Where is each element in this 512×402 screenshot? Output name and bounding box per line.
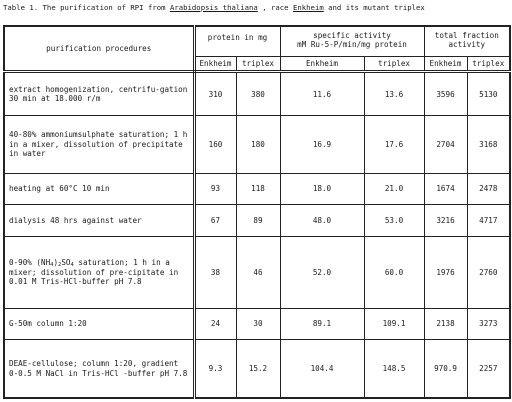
row-activity-triplex: 148.5 <box>364 340 424 398</box>
subheader-activity-enkheim: Enkheim <box>280 57 364 72</box>
row-activity-enkheim: 16.9 <box>280 116 364 173</box>
row-protein-enkheim: 38 <box>194 236 236 308</box>
row-protein-enkheim: 24 <box>194 308 236 340</box>
row-total-triplex: 3273 <box>467 308 510 340</box>
subheader-total-enkheim: Enkheim <box>424 57 467 72</box>
row-activity-triplex: 53.0 <box>364 205 424 237</box>
row-total-enkheim: 3596 <box>424 72 467 116</box>
table-row <box>4 308 510 340</box>
caption-species: Arabidopsis thaliana <box>169 3 258 12</box>
subheader-activity-triplex: triplex <box>364 57 424 72</box>
table-row <box>4 236 510 308</box>
row-protein-enkheim: 310 <box>194 72 236 116</box>
row-total-triplex: 4717 <box>467 205 510 237</box>
row-activity-triplex: 60.0 <box>364 236 424 308</box>
caption-suffix: and its mutant triplex <box>323 3 425 12</box>
row-activity-triplex: 109.1 <box>364 308 424 340</box>
table-row <box>4 116 510 173</box>
row-total-enkheim: 1976 <box>424 236 467 308</box>
caption-race: Enkheim <box>292 3 324 12</box>
row-procedure: G-50m column 1:20 <box>4 308 194 340</box>
row-activity-triplex: 17.6 <box>364 116 424 173</box>
row-protein-triplex: 380 <box>236 72 280 116</box>
row-activity-triplex: 21.0 <box>364 173 424 205</box>
table-caption <box>3 3 509 12</box>
table-row <box>4 340 510 398</box>
row-total-enkheim: 2704 <box>424 116 467 173</box>
caption-prefix: Table 1. The purification of RPI from <box>3 3 170 12</box>
row-procedure: 40-80% ammoniumsulphate saturation; 1 h in a mixer, dissolution of precipitate in water <box>4 116 194 173</box>
row-protein-triplex: 30 <box>236 308 280 340</box>
row-total-enkheim: 1674 <box>424 173 467 205</box>
row-protein-enkheim: 67 <box>194 205 236 237</box>
row-procedure: heating at 60°C 10 min <box>4 173 194 205</box>
row-activity-enkheim: 89.1 <box>280 308 364 340</box>
row-total-enkheim: 970.9 <box>424 340 467 398</box>
row-total-enkheim: 3216 <box>424 205 467 237</box>
header-row <box>4 26 510 57</box>
row-protein-enkheim: 9.3 <box>194 340 236 398</box>
row-procedure: extract homogenization, centrifu-gation 30 min at 18.000 r/m <box>4 72 194 116</box>
row-procedure: 0-90% $(NH_4)_2SO_4$ saturation; 1 h in a mixer; dissolution of pre-cipitate in 0.01 M Tris-HCl-buffer pH 7.8 <box>4 236 194 308</box>
purification-table <box>3 25 511 399</box>
row-total-triplex: 3168 <box>467 116 510 173</box>
row-activity-enkheim: 11.6 <box>280 72 364 116</box>
row-procedure: DEAE-cellulose; column 1:20, gradient 0-0.5 M NaCl in Tris-HCl -buffer pH 7.8 <box>4 340 194 398</box>
row-total-triplex: 2478 <box>467 173 510 205</box>
row-total-enkheim: 2138 <box>424 308 467 340</box>
row-activity-enkheim: 18.0 <box>280 173 364 205</box>
header-protein: protein in mg <box>194 26 280 57</box>
row-activity-triplex: 13.6 <box>364 72 424 116</box>
caption-middle: , race <box>257 3 293 12</box>
row-total-triplex: 2257 <box>467 340 510 398</box>
row-protein-triplex: 89 <box>236 205 280 237</box>
header-specific-activity: specific activity mM Ru-5-P/min/mg protein <box>280 26 424 57</box>
table-row <box>4 72 510 116</box>
table-row <box>4 205 510 237</box>
row-procedure: dialysis 48 hrs against water <box>4 205 194 237</box>
row-activity-enkheim: 104.4 <box>280 340 364 398</box>
row-total-triplex: 5130 <box>467 72 510 116</box>
row-protein-triplex: 46 <box>236 236 280 308</box>
header-total-activity: total fraction activity <box>424 26 510 57</box>
row-protein-enkheim: 160 <box>194 116 236 173</box>
row-protein-triplex: 15.2 <box>236 340 280 398</box>
header-procedures: purification procedures <box>4 26 194 72</box>
subheader-protein-triplex: triplex <box>236 57 280 72</box>
row-activity-enkheim: 48.0 <box>280 205 364 237</box>
subheader-total-triplex: triplex <box>467 57 510 72</box>
row-total-triplex: 2760 <box>467 236 510 308</box>
table-row <box>4 173 510 205</box>
row-protein-enkheim: 93 <box>194 173 236 205</box>
row-protein-triplex: 180 <box>236 116 280 173</box>
row-protein-triplex: 118 <box>236 173 280 205</box>
subheader-protein-enkheim: Enkheim <box>194 57 236 72</box>
row-activity-enkheim: 52.0 <box>280 236 364 308</box>
